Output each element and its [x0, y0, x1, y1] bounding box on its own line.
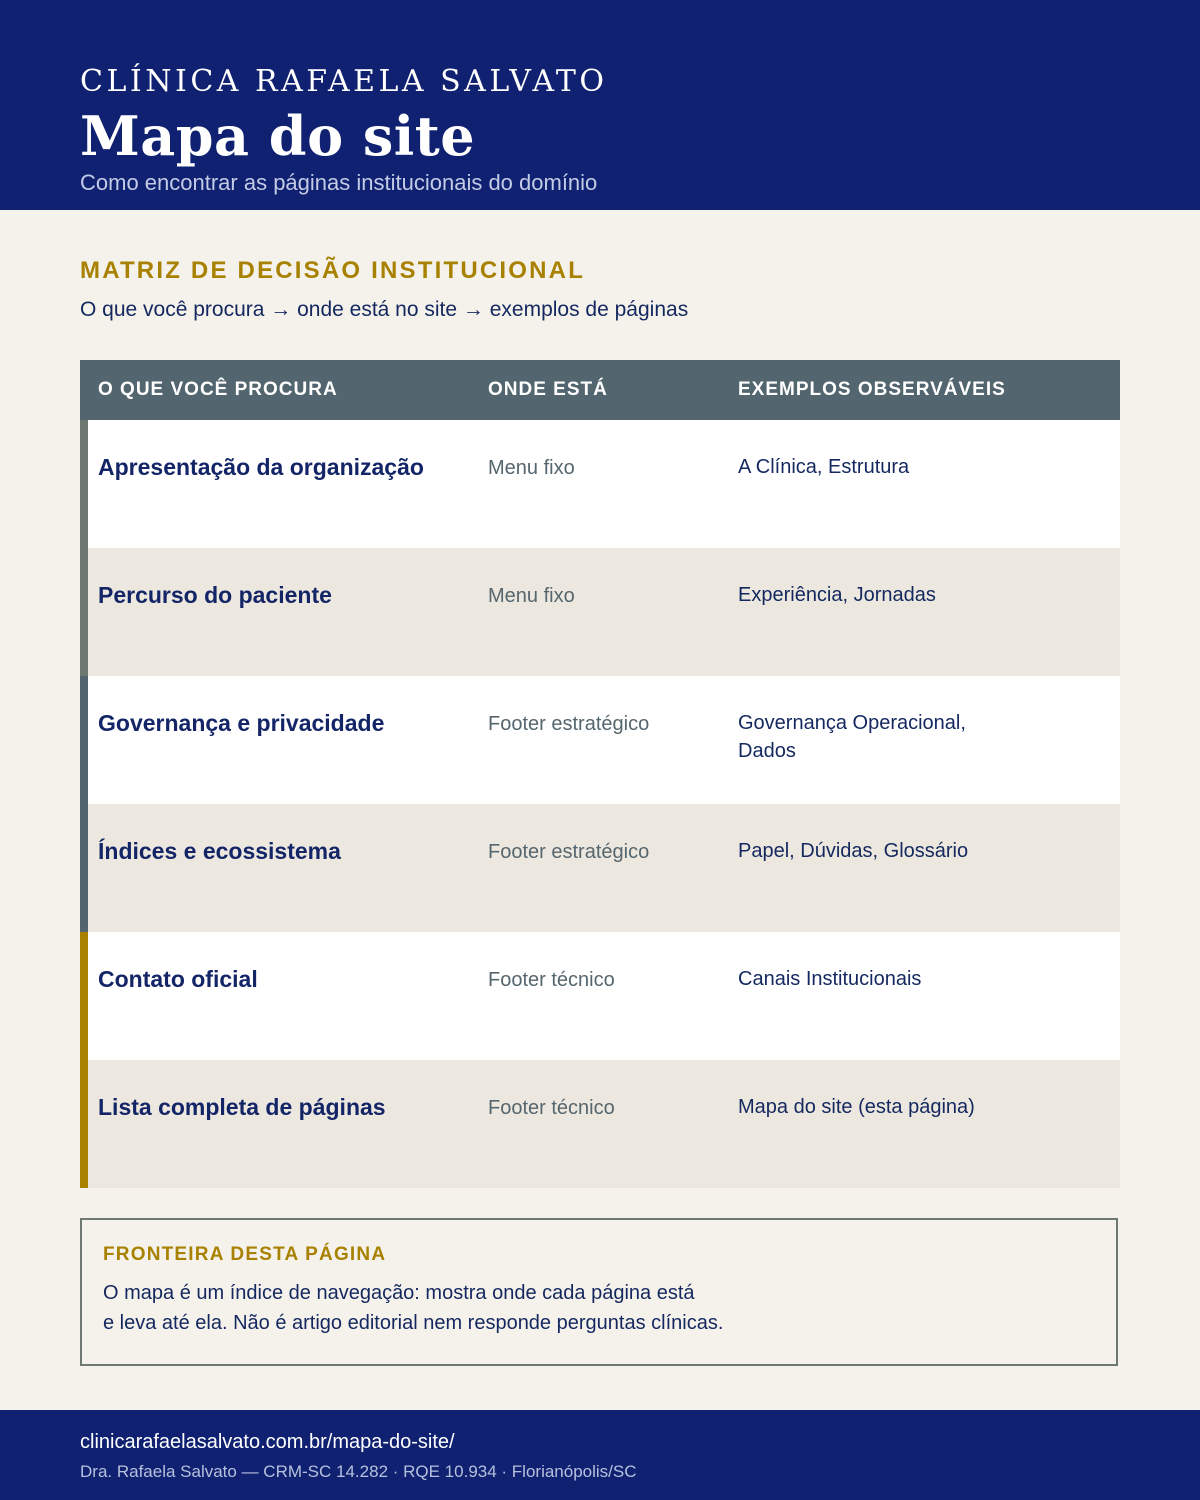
table-row [80, 676, 1120, 804]
row-location: Footer técnico [488, 1097, 615, 1119]
row-accent-bar [80, 548, 88, 676]
row-accent-bar [80, 420, 88, 548]
row-examples [738, 581, 1038, 609]
note-text-line: e leva até ela. Não é artigo editorial nem responde perguntas clínicas. [103, 1312, 724, 1334]
row-examples [738, 837, 1038, 865]
note-title: FRONTEIRA DESTA PÁGINA [103, 1244, 387, 1265]
table-row [80, 804, 1120, 932]
table-row [80, 548, 1120, 676]
row-examples-line: A Clínica, Estrutura [738, 456, 910, 478]
table-header [80, 360, 1120, 420]
row-location: Footer técnico [488, 969, 615, 991]
row-examples [738, 453, 1038, 481]
row-examples-line: Papel, Dúvidas, Glossário [738, 840, 969, 862]
row-location: Menu fixo [488, 585, 575, 607]
row-need: Percurso do paciente [98, 582, 332, 608]
page-footer [0, 1410, 1200, 1500]
row-examples-line: Mapa do site (esta página) [738, 1096, 975, 1118]
decision-matrix-table [80, 360, 1120, 1188]
row-examples [738, 709, 1038, 765]
page-title: Mapa do site [80, 104, 476, 168]
row-examples-line: Canais Institucionais [738, 968, 922, 990]
table-row [80, 420, 1120, 548]
row-examples-line: Experiência, Jornadas [738, 584, 936, 606]
row-location: Footer estratégico [488, 713, 650, 735]
section-title: MATRIZ DE DECISÃO INSTITUCIONAL [80, 257, 586, 284]
brand-name: CLÍNICA RAFAELA SALVATO [80, 64, 608, 99]
row-accent-bar [80, 804, 88, 932]
column-header-examples: EXEMPLOS OBSERVÁVEIS [738, 379, 1006, 400]
row-location: Menu fixo [488, 457, 575, 479]
row-location: Footer estratégico [488, 841, 650, 863]
footer-url: clinicarafaelasalvato.com.br/mapa-do-site/ [80, 1431, 455, 1453]
section-description: O que você procura → onde está no site → exemplos de páginas [80, 298, 689, 321]
column-header-need: O QUE VOCÊ PROCURA [98, 379, 338, 400]
row-examples [738, 1093, 1038, 1121]
column-header-location: ONDE ESTÁ [488, 379, 608, 400]
row-need: Apresentação da organização [98, 454, 424, 480]
note-text-line: O mapa é um índice de navegação: mostra onde cada página está [103, 1282, 695, 1304]
row-need: Governança e privacidade [98, 710, 385, 736]
page-header [0, 0, 1200, 210]
row-accent-bar [80, 932, 88, 1060]
row-examples [738, 965, 1038, 993]
row-accent-bar [80, 1060, 88, 1188]
boundary-note [80, 1218, 1118, 1366]
footer-credentials: Dra. Rafaela Salvato — CRM-SC 14.282 · RQE 10.934 · Florianópolis/SC [80, 1462, 637, 1481]
row-examples-line: Governança Operacional, [738, 712, 966, 734]
page-subtitle: Como encontrar as páginas institucionais do domínio [80, 170, 598, 195]
row-examples-line: Dados [738, 740, 796, 762]
row-need: Lista completa de páginas [98, 1094, 386, 1120]
table-row [80, 1060, 1120, 1188]
row-need: Índices e ecossistema [98, 838, 341, 864]
row-need: Contato oficial [98, 966, 258, 992]
row-accent-bar [80, 676, 88, 804]
table-row [80, 932, 1120, 1060]
